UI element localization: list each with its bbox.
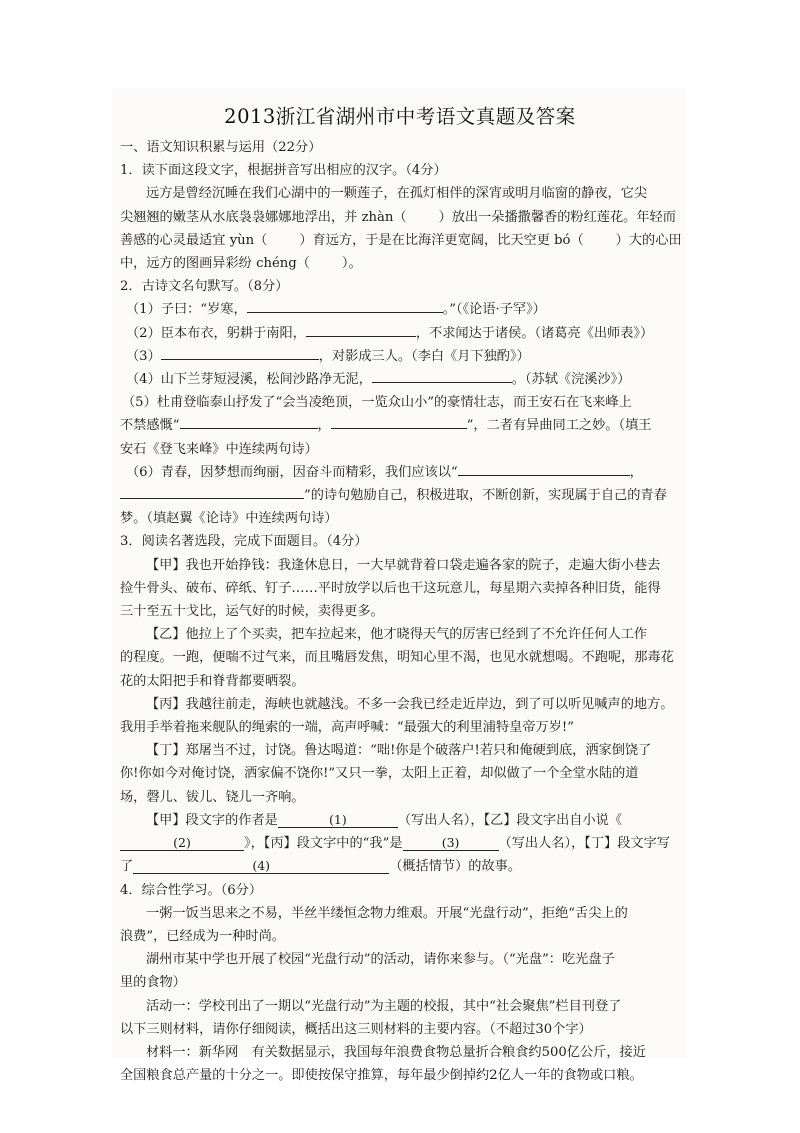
excerpt-yi: 花的太阳把手和脊背都要晒裂。 <box>120 673 305 689</box>
answer-blank[interactable] <box>372 368 512 383</box>
q3-prompt-line <box>120 855 680 878</box>
answer-blank[interactable] <box>161 345 319 360</box>
q2-item-6 <box>120 461 680 484</box>
q2-text: 。（苏轼《浣溪沙》） <box>511 372 631 388</box>
q4-material: 材料一：新华网 有关数据显示，我国每年浪费食物总量折合粮食约500亿公斤，接近 <box>146 1044 646 1060</box>
q2-item-5: （5）杜甫登临泰山抒发了“会当凌绝顶，一览众山小”的豪情壮志，而王安石在飞来峰上 <box>122 395 632 411</box>
q2-item-2 <box>120 322 680 345</box>
q2-text: （1）子曰：“岁寒， <box>126 302 247 318</box>
q1-text: ）育远方，于是在比海洋更宽阔，比天空更 bó（ <box>299 232 584 248</box>
q4-paragraph: 浪费”，已经成为一种时尚。 <box>120 928 285 944</box>
q4-paragraph: 湖州市某中学也开展了校园“光盘行动”的活动，请你来参与。（“光盘”：吃光盘子 <box>146 952 615 968</box>
q1-passage-line <box>120 252 680 275</box>
q2-text: 。”（《论语·子罕》） <box>442 302 546 318</box>
q2-text: ， <box>317 418 331 434</box>
q1-passage-line: 远方是曾经沉睡在我们心湖中的一颗莲子，在孤灯相伴的深宵或明月临窗的静夜，它尖 <box>146 186 648 202</box>
document-title: 2013浙江省湖州市中考语文真题及答案 <box>224 105 576 128</box>
q2-item-4 <box>120 368 680 391</box>
excerpt-yi: 的程度。一跑，便喘不过气来，而且嘴唇发焦，明知心里不渴，也见水就想喝。不跑呢，那毒花 <box>120 650 674 666</box>
q4-material: 全国粮食总产量的十分之一。即使按保守推算，每年最少倒掉约2亿人一年的食物或口粮。 <box>120 1068 643 1084</box>
answer-blank-4[interactable]: (4) <box>133 859 389 874</box>
q2-text: 不禁感慨“ <box>120 418 180 434</box>
q1-passage-line <box>120 229 680 252</box>
question-4-heading: 4．综合性学习。（6分） <box>120 882 263 898</box>
q4-paragraph: 一粥一饭当思来之不易，半丝半缕恒念物力维艰。开展“光盘行动”，拒绝“舌尖上的 <box>146 905 628 921</box>
q1-passage-line <box>120 206 680 229</box>
q2-item-6-cont <box>120 484 680 507</box>
answer-blank-1[interactable]: (1) <box>278 813 398 828</box>
q2-item-3 <box>120 345 680 368</box>
excerpt-ding: 你!你如今对俺讨饶，洒家偏不饶你!”又只一拳，太阳上正着，却似做了一个全堂水陆的道 <box>120 766 639 782</box>
q2-text: （3） <box>126 348 161 364</box>
q1-text: ）。 <box>341 256 362 272</box>
answer-blank-2[interactable]: (2) <box>120 836 244 851</box>
exam-document <box>120 102 680 1087</box>
answer-blank[interactable] <box>180 414 318 429</box>
q3-text: 【甲】段文字的作者是 <box>146 812 278 828</box>
answer-blank-3[interactable]: (3) <box>403 836 499 851</box>
q2-text: ， <box>629 464 643 480</box>
q2-item-1 <box>120 298 680 321</box>
answer-blank[interactable] <box>120 484 304 499</box>
excerpt-jia: 捡牛骨头、破布、碎纸、钉子……平时放学以后也干这玩意儿，每星期六卖掉各种旧货，能得 <box>120 580 661 596</box>
q3-prompt-line <box>120 832 680 855</box>
excerpt-yi: 【乙】他拉上了个买卖，把车拉起来，他才晓得天气的厉害已经到了不允许任何人工作 <box>146 627 648 643</box>
q3-text: （写出人名），【乙】段文字出自小说《 <box>397 812 623 828</box>
question-3-heading: 3．阅读名著选段，完成下面题目。（4分） <box>120 534 368 550</box>
q2-text: ”，二者有异曲同工之妙。（填王 <box>466 418 652 434</box>
excerpt-ding: 场，磬儿、钹儿、铙儿一齐响。 <box>120 789 305 805</box>
answer-blank[interactable] <box>306 322 416 337</box>
q1-text: 尖翘翘的嫩茎从水底袅袅娜娜地浮出，并 zhàn（ <box>120 209 407 225</box>
q2-text: ，不求闻达于诸侯。（诸葛亮《出师表》） <box>415 325 654 341</box>
excerpt-ding: 【丁】郑屠当不过，讨饶。鲁达喝道：“咄!你是个破落户!若只和俺硬到底，洒家倒饶了 <box>146 743 652 759</box>
q2-text: ”的诗句勉励自己，积极进取，不断创新，实现属于自己的青春 <box>304 488 667 504</box>
q2-item-6-cont: 梦。（填赵翼《论诗》中连续两句诗） <box>120 511 338 527</box>
q4-paragraph: 以下三则材料，请你仔细阅读，概括出这三则材料的主要内容。（不超过30个字） <box>120 1021 592 1037</box>
question-1-heading: 1．读下面这段文字，根据拼音写出相应的汉字。（4分） <box>120 163 447 179</box>
q2-text: （6）青春，因梦想而绚丽，因奋斗而精彩，我们应该以“ <box>126 464 458 480</box>
question-2-heading: 2．古诗文名句默写。（8分） <box>120 279 289 295</box>
section-heading: 一、语文知识积累与运用（22分） <box>120 140 322 155</box>
q1-text: ）大的心田 <box>615 232 682 248</box>
q4-paragraph: 里的食物） <box>120 975 186 991</box>
q3-text: 了 <box>120 859 134 875</box>
q2-item-5-cont <box>120 414 680 437</box>
q1-text: 中，远方的图画异彩纷 chéng（ <box>120 256 310 272</box>
q3-text: （写出人名），【丁】段文字写 <box>498 836 670 852</box>
q1-text: 善感的心灵最适宜 yùn（ <box>120 232 268 248</box>
q3-prompt-line <box>120 809 680 832</box>
excerpt-bing: 【丙】我越往前走，海峡也就越浅。不多一会我已经走近岸边，到了可以听见喊声的地方。 <box>146 696 674 712</box>
q2-item-5-cont: 安石《登飞来峰》中连续两句诗） <box>120 441 318 457</box>
answer-blank[interactable] <box>247 298 443 313</box>
answer-blank[interactable] <box>458 461 630 476</box>
q4-paragraph: 活动一：学校刊出了一期以“光盘行动”为主题的校报，其中“社会聚焦”栏目刊登了 <box>146 998 622 1014</box>
q3-text: （概括情节）的故事。 <box>389 859 522 875</box>
q3-text: 》，【丙】段文字中的“我”是 <box>244 836 403 852</box>
q2-text: （2）臣本布衣，躬耕于南阳， <box>126 325 306 341</box>
excerpt-jia: 【甲】我也开始挣钱：我逢休息日，一大早就背着口袋走遍各家的院子，走遍大街小巷去 <box>146 557 661 573</box>
q2-text: ，对影成三人。（李白《月下独酌》） <box>318 348 530 364</box>
q1-text: ）放出一朵播撒馨香的粉红莲花。年轻而 <box>438 209 676 225</box>
q2-text: （4）山下兰芽短浸溪，松间沙路净无泥， <box>126 372 372 388</box>
excerpt-jia: 三十至五十戈比，运气好的时候，卖得更多。 <box>120 604 384 620</box>
excerpt-bing: 我用手举着拖来舰队的绳索的一端，高声呼喊：“最强大的利里浦特皇帝万岁!” <box>120 720 574 736</box>
answer-blank[interactable] <box>331 414 467 429</box>
